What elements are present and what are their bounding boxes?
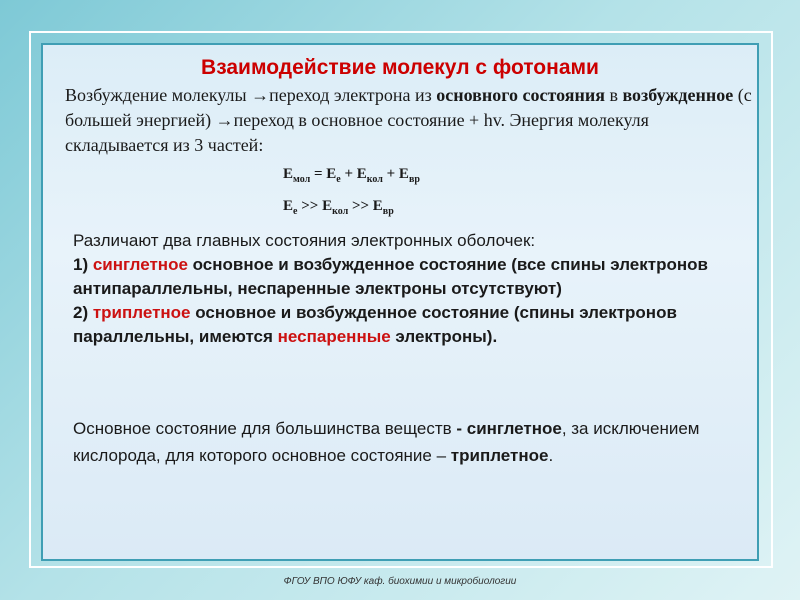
concl-text-1: Основное состояние для большинства веществ <box>73 419 457 438</box>
slide-panel <box>41 43 759 561</box>
f1-sub-kol: кол <box>366 174 383 185</box>
intro-bold-excited: возбужденное <box>622 85 734 105</box>
f1-sub-e: е <box>336 174 341 185</box>
item2-num: 2) <box>73 303 93 322</box>
footer-caption: ФГОУ ВПО ЮФУ каф. биохимии и микробиологии <box>283 576 517 587</box>
slide-title: Взаимодействие молекул с фотонами <box>201 56 599 79</box>
formula-energy-sum <box>283 161 420 193</box>
state-singlet <box>73 253 733 301</box>
item1-text: основное и возбужденное состояние (все спины электронов антипараллельны, неспаренные электроны отсутствуют) <box>73 255 708 298</box>
intro-paragraph <box>65 83 755 158</box>
item2-end: электроны). <box>390 327 498 346</box>
intro-text-3: (с большей энергией) →переход в основное состояние + hv. Энергия молекуля складывается из 3 частей: <box>65 85 752 155</box>
formula-energy-order <box>283 193 420 225</box>
energy-formulas <box>283 161 420 225</box>
f1-e: Е <box>283 166 294 182</box>
f1-plus2: + Е <box>382 166 409 182</box>
concl-text-3: . <box>548 446 554 465</box>
unpaired-term: неспаренные <box>277 327 391 346</box>
f2-sub-kol: кол <box>332 206 349 217</box>
f2-gt2: >> Е <box>348 198 383 214</box>
singlet-term: синглетное <box>92 255 188 274</box>
f2-e: Е <box>283 198 294 214</box>
concl-bold-singlet: - синглетное <box>456 419 562 438</box>
states-intro: Различают два главных состояния электронных оболочек: <box>73 231 536 250</box>
concl-text-2: , за исключением кислорода, для которого основное состояние – <box>73 419 700 465</box>
f2-sub-vr: вр <box>382 206 394 217</box>
triplet-term: триплетное <box>92 303 191 322</box>
electron-states-block <box>73 229 733 349</box>
intro-text-1: Возбуждение молекулы →переход электрона из <box>65 85 437 105</box>
state-triplet <box>73 301 733 349</box>
f2-gt1: >> Е <box>297 198 333 214</box>
conclusion-paragraph <box>73 415 713 469</box>
f1-plus1: + Е <box>340 166 367 182</box>
intro-text-2: в <box>604 85 623 105</box>
f1-sub-vr: вр <box>408 174 420 185</box>
f1-sub-mol: мол <box>293 174 311 185</box>
f1-eq: = Е <box>310 166 337 182</box>
intro-bold-ground-state: основного состояния <box>436 85 605 105</box>
item1-num: 1) <box>73 255 93 274</box>
item2-text: основное и возбужденное состояние (спины электронов параллельны, имеются <box>73 303 677 346</box>
f2-sub-e: е <box>293 206 298 217</box>
concl-bold-triplet: триплетное <box>450 446 549 465</box>
